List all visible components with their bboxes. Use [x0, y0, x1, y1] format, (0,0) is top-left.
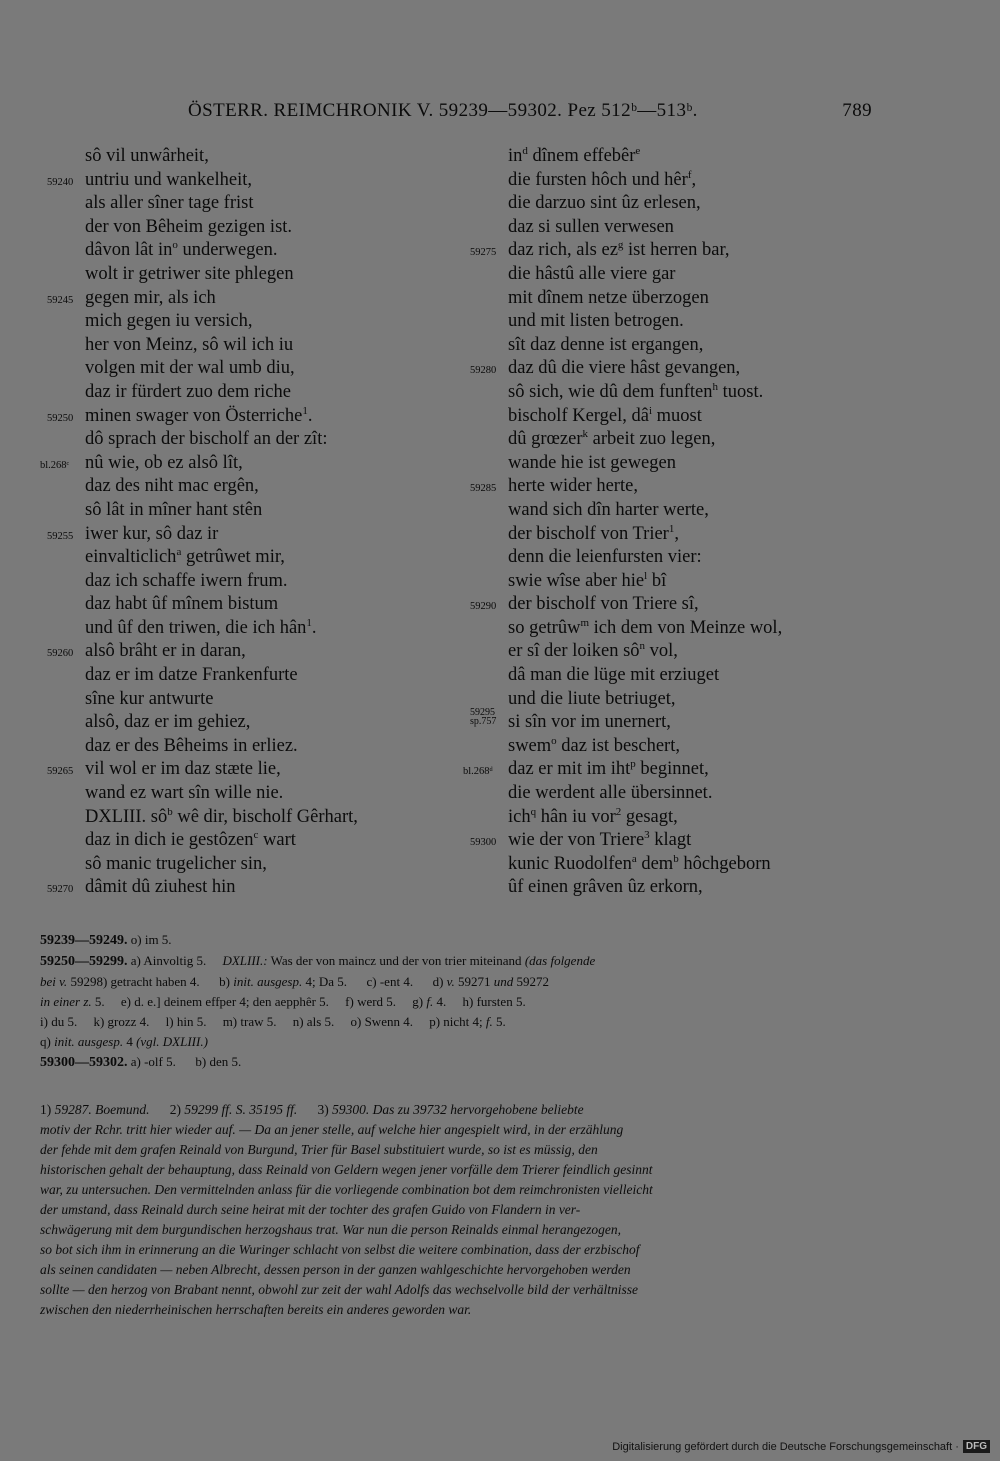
verse-text: und ûf den triwen, die ich hân	[85, 617, 307, 638]
apparatus-marker: b	[673, 852, 679, 865]
verse-text: alsô brâht er in daran,	[85, 641, 246, 662]
verse-text: gegen mir, als ich	[85, 287, 216, 308]
verse-text: DXLIII. sô	[85, 806, 168, 827]
verse-line	[47, 523, 455, 547]
verse-line	[470, 829, 878, 853]
verse-text: ,	[691, 169, 697, 190]
verse-text: die hâstû alle viere gar	[508, 263, 676, 284]
verse-line	[508, 782, 878, 806]
verse-line	[47, 169, 455, 193]
dfg-logo: DFG	[963, 1440, 990, 1453]
line-number: 59265	[47, 766, 74, 778]
critical-apparatus	[40, 930, 866, 1073]
line-number: 59290	[470, 601, 497, 613]
note-line: war, zu untersuchen. Den vermittelnden anlass für die vorliegende combination bot dem reimchronisten vielleicht	[40, 1182, 653, 1197]
verse-text: dem	[636, 853, 674, 874]
apparatus-marker: k	[582, 427, 588, 440]
verse-text: sît daz denne ist ergangen,	[508, 334, 704, 355]
verse-line	[470, 593, 878, 617]
line-number: 59240	[47, 176, 74, 188]
verse-line	[508, 640, 878, 664]
apparatus-marker: l	[644, 569, 648, 582]
verse-line	[40, 452, 455, 476]
verse-line	[508, 853, 878, 877]
verse-line	[85, 688, 455, 712]
verse-line	[508, 806, 878, 830]
verse-line	[85, 334, 455, 358]
apparatus-marker: g	[617, 239, 624, 252]
verse-line	[470, 475, 878, 499]
verse-line	[508, 310, 878, 334]
line-number: 59255	[47, 530, 74, 542]
apparatus-marker: e	[635, 144, 641, 157]
verse-line	[85, 711, 455, 735]
note-line: der fehde mit dem grafen Reinald von Burgund, Trier für Basel substituiert wurde, so ist es müssig, den	[40, 1142, 598, 1157]
verse-text: die darzuo sint ûz erlesen,	[508, 193, 701, 214]
note-line: sollte — den herzog von Brabant nennt, obwohl zur zeit der wahl Adolfs das wechselvolle bild der verhältnisse	[40, 1282, 638, 1297]
verse-line	[463, 758, 878, 782]
verse-text: hân iu vor	[536, 806, 616, 827]
verse-line	[47, 404, 455, 429]
verse-text: sô manic trugelicher sin,	[85, 853, 267, 874]
verse-text: gesagt,	[621, 806, 678, 827]
verse-text: kunic Ruodolfen	[508, 853, 632, 874]
verse-text: getrûwet mir,	[181, 547, 285, 568]
verse-text: sîne kur antwurte	[85, 688, 214, 709]
verse-text: untriu und wankelheit,	[85, 169, 252, 190]
note-line: der umstand, dass Reinald durch seine heirat mit der tochter des grafen Guido von Flandern in ver-	[40, 1202, 581, 1217]
verse-line	[508, 688, 878, 712]
verse-line	[508, 546, 878, 570]
apparatus-line: 59239—59249. o) im 5.	[40, 932, 172, 948]
header-title: ÖSTERR. REIMCHRONIK V. 59239—59302. Pez 512ᵇ—513ᵇ.	[188, 100, 698, 121]
apparatus-marker: n	[639, 640, 646, 653]
verse-text: denn die leienfursten vier:	[508, 547, 702, 568]
verse-column-left	[40, 145, 455, 900]
verse-line	[85, 145, 455, 169]
verse-text: bischolf Kergel, dâ	[508, 405, 649, 426]
verse-text: daz des niht mac ergên,	[85, 476, 259, 497]
verse-line	[508, 499, 878, 523]
apparatus-line: i) du 5. k) grozz 4. l) hin 5. m) traw 5. n) als 5. o) Swenn 4. p) nicht 4; f. 5.	[40, 1014, 506, 1029]
verse-text: nû wie, ob ez alsô lît,	[85, 452, 243, 473]
verse-line	[47, 758, 455, 782]
verse-text: und mit listen betrogen.	[508, 311, 684, 332]
verse-text: ûf einen grâven ûz erkorn,	[508, 877, 703, 898]
verse-text: klagt	[649, 830, 692, 851]
verse-text: wand sich dîn harter werte,	[508, 499, 709, 520]
verse-line	[47, 287, 455, 311]
verse-text: daz ist beschert,	[556, 735, 680, 756]
apparatus-line: q) init. ausgesp. 4 (vgl. DXLIII.)	[40, 1034, 208, 1049]
verse-text: daz rich, als ez	[508, 240, 618, 261]
verse-text: wê dir, bischolf Gêrhart,	[172, 806, 358, 827]
footer-text: Digitalisierung gefördert durch die Deutsche Forschungsgemeinschaft ·	[612, 1440, 959, 1453]
verse-text: ist herren bar,	[623, 240, 730, 261]
verse-text: arbeit zuo legen,	[587, 429, 716, 450]
apparatus-marker: 3	[644, 829, 650, 842]
note-line: motiv der Rchr. tritt hier wieder auf. — Da an jener stelle, auf welche hier angespielt wird, in der erzählung	[40, 1122, 624, 1137]
apparatus-marker: o	[172, 239, 178, 252]
verse-text: daz ich schaffe iwern frum.	[85, 570, 288, 591]
line-number: 59245	[47, 294, 74, 306]
verse-line	[470, 707, 878, 735]
verse-text: daz si sullen verwesen	[508, 216, 674, 237]
verse-text: underwegen.	[177, 240, 278, 261]
verse-line	[508, 381, 878, 405]
verse-line	[508, 405, 878, 429]
verse-text: daz er des Bêheims in erliez.	[85, 735, 298, 756]
apparatus-marker: a	[176, 545, 182, 558]
footer-credit	[612, 1440, 990, 1453]
line-number: 59285	[470, 483, 497, 495]
verse-text: alsô, daz er im gehiez,	[85, 712, 251, 733]
apparatus-marker: 2	[615, 805, 622, 818]
verse-line	[47, 876, 455, 900]
verse-text: swie wîse aber hie	[508, 570, 645, 591]
apparatus-marker: b	[167, 805, 173, 818]
verse-text: volgen mit der wal umb diu,	[85, 358, 295, 379]
verse-text: wie der von Triere	[508, 830, 645, 851]
verse-text: herte wider herte,	[508, 476, 638, 497]
apparatus-marker: 1	[306, 616, 312, 629]
verse-line	[85, 216, 455, 240]
verse-text: ich	[508, 806, 531, 827]
apparatus-marker: h	[712, 380, 718, 393]
verse-text: mit dînem netze überzogen	[508, 287, 709, 308]
verse-text: muost	[652, 405, 702, 426]
verse-text: daz er mit im iht	[508, 759, 631, 780]
verse-text: der bischolf von Trier	[508, 523, 669, 544]
apparatus-marker: c	[253, 829, 259, 842]
page-number: 789	[842, 100, 872, 121]
verse-line	[508, 287, 878, 311]
verse-text: iwer kur, sô daz ir	[85, 523, 219, 544]
verse-line	[85, 853, 455, 877]
verse-text: hôchgeborn	[678, 853, 771, 874]
line-number: 59260	[47, 648, 74, 660]
apparatus-line: 59300—59302. a) -olf 5. b) den 5.	[40, 1054, 242, 1070]
verse-column-right	[463, 144, 878, 900]
apparatus-marker: m	[580, 616, 590, 629]
verse-text: wande hie ist gewegen	[508, 452, 676, 473]
line-number: 59295 sp.757	[470, 707, 497, 728]
line-number: 59300	[470, 837, 497, 849]
verse-line	[508, 664, 878, 688]
apparatus-marker: f	[687, 168, 692, 181]
verse-line	[470, 357, 878, 381]
verse-line	[85, 570, 455, 594]
apparatus-marker: o	[551, 734, 557, 747]
verse-line	[508, 617, 878, 641]
verse-line	[85, 806, 455, 830]
verse-line	[85, 428, 455, 452]
note-line: als seinen candidaten — neben Albrecht, dessen person in der ganzen wahlgeschichte hervorgehoben werden	[40, 1262, 631, 1277]
verse-line	[508, 145, 878, 169]
verse-line	[85, 829, 455, 853]
verse-text: der von Bêheim gezigen ist.	[85, 216, 293, 237]
verse-text: als aller sîner tage frist	[85, 193, 254, 214]
verse-text: vil wol er im daz stæte lie,	[85, 759, 281, 780]
verse-line	[85, 546, 455, 570]
apparatus-line: bei v. 59298) getracht haben 4. b) init. ausgesp. 4; Da 5. c) -ent 4. d) v. 59271 und 59272	[40, 974, 549, 989]
line-number: 59250	[47, 412, 74, 424]
verse-line	[47, 640, 455, 664]
verse-text: wart	[258, 830, 296, 851]
verse-text: die werdent alle übersinnet.	[508, 783, 713, 804]
verse-text: vol,	[645, 641, 678, 662]
verse-text: dînem effebêr	[527, 146, 636, 166]
line-number: bl.268ᶜ	[40, 459, 70, 471]
verse-line	[85, 593, 455, 617]
verse-text: ,	[674, 523, 679, 544]
verse-text: sô lât in mîner hant stên	[85, 499, 263, 520]
apparatus-line: 59250—59299. a) Ainvoltig 5. DXLIII.: Was der von maincz und der von trier miteinand (das folgende	[40, 953, 596, 969]
verse-line	[85, 475, 455, 499]
verse-line	[85, 239, 455, 263]
note-line: so bot sich ihm in erinnerung an die Wuringer schlacht von selbst die weitere combination, dass der erzbischof	[40, 1242, 640, 1257]
verse-text: dâmit dû ziuhest hin	[85, 877, 236, 898]
verse-line	[508, 570, 878, 594]
apparatus-marker: q	[530, 805, 537, 818]
verse-text: dâ man die lüge mit erziuget	[508, 665, 720, 686]
note-line: schwägerung mit dem burgundischen herzogshaus trat. War nun die person Reinalds einmal herangezogen,	[40, 1222, 621, 1237]
note-line: zwischen den niederrheinischen herrschaften bereits ein anderes geworden war.	[40, 1302, 472, 1317]
verse-line	[85, 263, 455, 287]
verse-text: die fursten hôch und hêr	[508, 169, 688, 190]
apparatus-marker: a	[631, 852, 637, 865]
verse-text: daz in dich ie gestôzen	[85, 830, 254, 851]
verse-text: der bischolf von Triere sî,	[508, 594, 699, 615]
note-line: 1) 59287. Boemund. 2) 59299 ff. S. 35195 ff. 3) 59300. Das zu 39732 hervorgehobene beliebte	[40, 1102, 584, 1117]
line-number: 59280	[470, 365, 497, 377]
commentary-notes	[40, 1100, 866, 1320]
verse-text: er sî der loiken sô	[508, 641, 640, 662]
verse-line	[85, 499, 455, 523]
verse-line	[508, 428, 878, 452]
verse-text: daz ir fürdert zuo dem riche	[85, 381, 291, 402]
note-line: historischen gehalt der behauptung, dass Reinald von Geldern wegen jener vorfälle dem Trierer feindlich gesinnt	[40, 1162, 653, 1177]
verse-text: bî	[647, 570, 667, 591]
verse-line	[508, 263, 878, 287]
verse-text: sô vil unwârheit,	[85, 146, 209, 166]
verse-text: si sîn vor im unernert,	[508, 712, 671, 733]
verse-text: so getrûw	[508, 617, 581, 638]
apparatus-marker: 1	[302, 404, 308, 417]
verse-text: .	[311, 617, 317, 638]
verse-line	[85, 782, 455, 806]
verse-text: dâvon lât in	[85, 240, 173, 261]
verse-line	[508, 876, 878, 900]
verse-text: swem	[508, 735, 552, 756]
verse-text: dû grœzer	[508, 429, 583, 450]
verse-line	[508, 334, 878, 358]
verse-line	[85, 617, 455, 641]
verse-text: her von Meinz, sô wil ich iu	[85, 334, 294, 355]
verse-line	[85, 357, 455, 381]
verse-text: .	[307, 405, 313, 426]
verse-text: einvalticlich	[85, 547, 177, 568]
apparatus-marker: d	[522, 144, 528, 157]
verse-text: wolt ir getriwer site phlegen	[85, 263, 294, 284]
verse-line	[508, 523, 878, 547]
apparatus-marker: i	[648, 404, 652, 417]
verse-text: mich gegen iu versich,	[85, 311, 253, 332]
verse-text: ich dem von Meinze wol,	[589, 617, 783, 638]
verse-text: dô sprach der bischolf an der zît:	[85, 429, 328, 450]
verse-line	[508, 216, 878, 240]
verse-text: daz habt ûf mînem bistum	[85, 594, 279, 615]
verse-text: sô sich, wie dû dem funften	[508, 381, 713, 402]
verse-text: in	[508, 146, 523, 166]
verse-line	[508, 169, 878, 193]
verse-text: wand ez wart sîn wille nie.	[85, 783, 284, 804]
apparatus-marker: p	[630, 758, 636, 771]
line-number: 59270	[47, 884, 74, 896]
verse-line	[85, 192, 455, 216]
verse-text: daz er im datze Frankenfurte	[85, 665, 298, 686]
line-number: bl.268ᵈ	[463, 766, 493, 778]
verse-text: tuost.	[718, 381, 764, 402]
verse-line	[508, 452, 878, 476]
verse-line	[85, 735, 455, 759]
verse-text: daz dû die viere hâst gevangen,	[508, 358, 741, 379]
verse-line	[85, 664, 455, 688]
apparatus-line: in einer z. 5. e) d. e.] deinem effper 4; den aepphêr 5. f) werd 5. g) f. 4. h) fursten 5.	[40, 994, 526, 1009]
verse-text: beginnet,	[635, 759, 709, 780]
line-number: 59275	[470, 247, 497, 259]
apparatus-marker: 1	[668, 522, 675, 535]
verse-line	[508, 192, 878, 216]
verse-text: und die liute betriuget,	[508, 688, 676, 709]
verse-line	[85, 310, 455, 334]
verse-text: minen swager von Österriche	[85, 405, 303, 426]
verse-line	[85, 381, 455, 405]
verse-line	[470, 239, 878, 263]
verse-line	[508, 735, 878, 759]
